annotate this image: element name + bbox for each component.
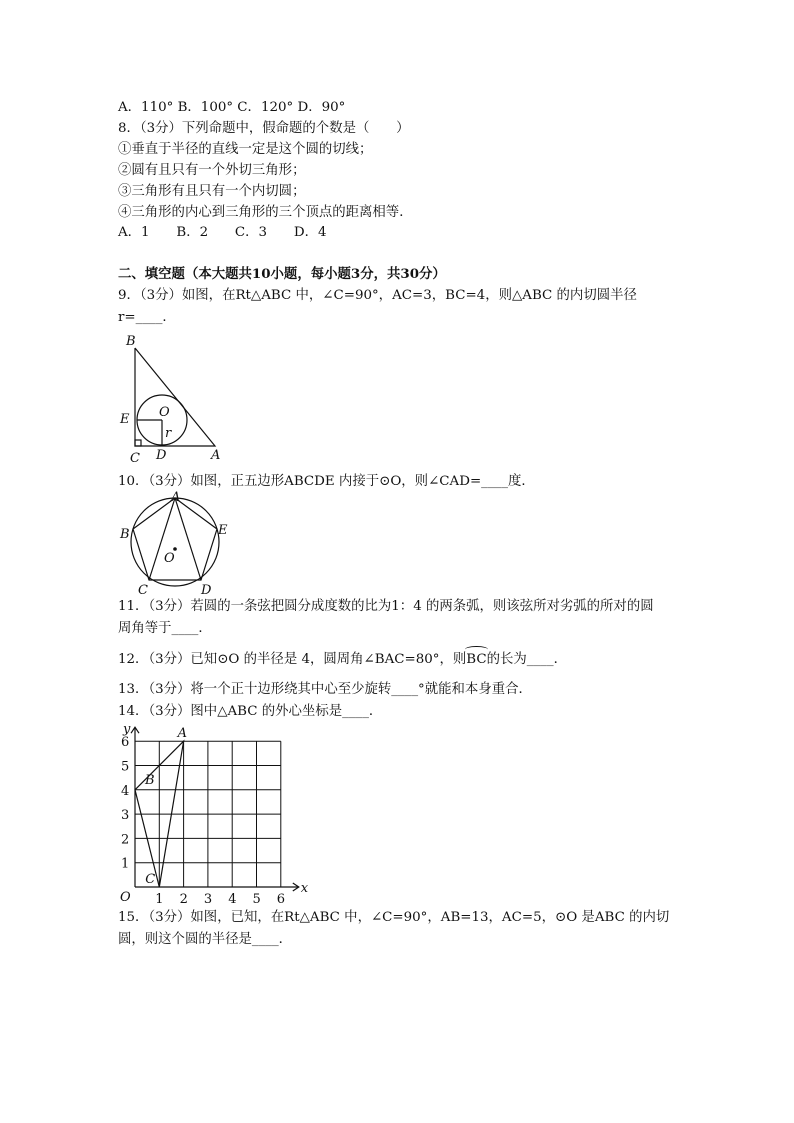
y-tick-label: 6	[121, 735, 130, 751]
y-tick-label: 5	[121, 759, 130, 775]
x-tick-label: 5	[252, 892, 261, 907]
x-tick-label: 3	[203, 892, 213, 907]
q10-label-c: C	[138, 583, 148, 598]
q14-point-label-a: A	[177, 726, 187, 742]
q14-text: 14．（3分）图中△ABC 的外心坐标是____．	[118, 704, 383, 719]
q14-x-axis-label: x	[300, 881, 309, 896]
q9-text-line1: 9．（3分）如图，在Rt△ABC 中，∠C=90°，AC=3，BC=4，则△ABC 的内切圆半径	[118, 288, 637, 303]
q15-text-line2: 圆，则这个圆的半径是____．	[118, 932, 293, 947]
q9-label-b: B	[126, 334, 136, 349]
x-tick-label: 2	[179, 892, 188, 907]
q8-item-2: ②圆有且只有一个外切三角形；	[118, 163, 306, 178]
q8-item-4: ④三角形的内心到三角形的三个顶点的距离相等．	[118, 205, 413, 220]
q12-arc-bc: BC	[466, 652, 487, 667]
q8-item-3: ③三角形有且只有一个内切圆；	[118, 184, 306, 199]
q11-text-line1: 11．（3分）若圆的一条弦把圆分成度数的比为1：4 的两条弧，则该弦所对劣弧的所对的圆	[118, 599, 654, 614]
q8-stem: 8．（3分）下列命题中，假命题的个数是（ ）	[118, 121, 410, 136]
q9-label-a: A	[211, 448, 221, 463]
q10-label-e: E	[218, 523, 228, 538]
q14-point-label-b: B	[145, 772, 155, 788]
q9-label-d: D	[156, 448, 167, 463]
q9-label-o: O	[159, 405, 170, 420]
q9-label-e: E	[120, 412, 130, 427]
q14-y-axis-label: y	[123, 722, 131, 738]
q7-options: A．110° B．100° C．120° D．90°	[118, 100, 346, 115]
y-tick-label: 4	[121, 783, 130, 799]
q9-text-line2: r=____．	[118, 310, 176, 325]
q13-text: 13．（3分）将一个正十边形绕其中心至少旋转____°就能和本身重合．	[118, 682, 532, 697]
q10-label-d: D	[201, 583, 212, 598]
q14-origin-label: O	[120, 890, 131, 905]
q12-text-after: 的长为____．	[486, 652, 567, 667]
q14-point-label-c: C	[145, 872, 156, 887]
y-tick-label: 1	[121, 856, 130, 872]
q8-item-1: ①垂直于半径的直线一定是这个圆的切线；	[118, 142, 373, 157]
q10-label-a: A	[171, 490, 181, 505]
q10-label-o: O	[164, 551, 175, 566]
q10-text: 10．（3分）如图，正五边形ABCDE 内接于⊙O，则∠CAD=____度．	[118, 474, 535, 489]
x-tick-label: 6	[276, 892, 286, 907]
section-2-title: 二、填空题（本大题共10小题，每小题3分，共30分）	[118, 266, 446, 282]
q10-label-b: B	[120, 527, 130, 542]
q8-options: A．1 B．2 C．3 D．4	[118, 225, 327, 240]
y-tick-label: 2	[121, 832, 130, 848]
q11-text-line2: 周角等于____．	[118, 621, 212, 636]
q9-label-c: C	[130, 451, 140, 466]
q12-text-before: 12．（3分）已知⊙O 的半径是 4，圆周角∠BAC=80°，则	[118, 652, 467, 667]
q15-text-line1: 15．（3分）如图，已知，在Rt△ABC 中，∠C=90°，AB=13，AC=5，⊙O 是ABC 的内切	[118, 910, 670, 925]
y-tick-label: 3	[121, 808, 130, 824]
q9-label-r: r	[165, 426, 172, 441]
x-tick-label: 4	[228, 892, 237, 907]
x-tick-label: 1	[155, 892, 164, 907]
